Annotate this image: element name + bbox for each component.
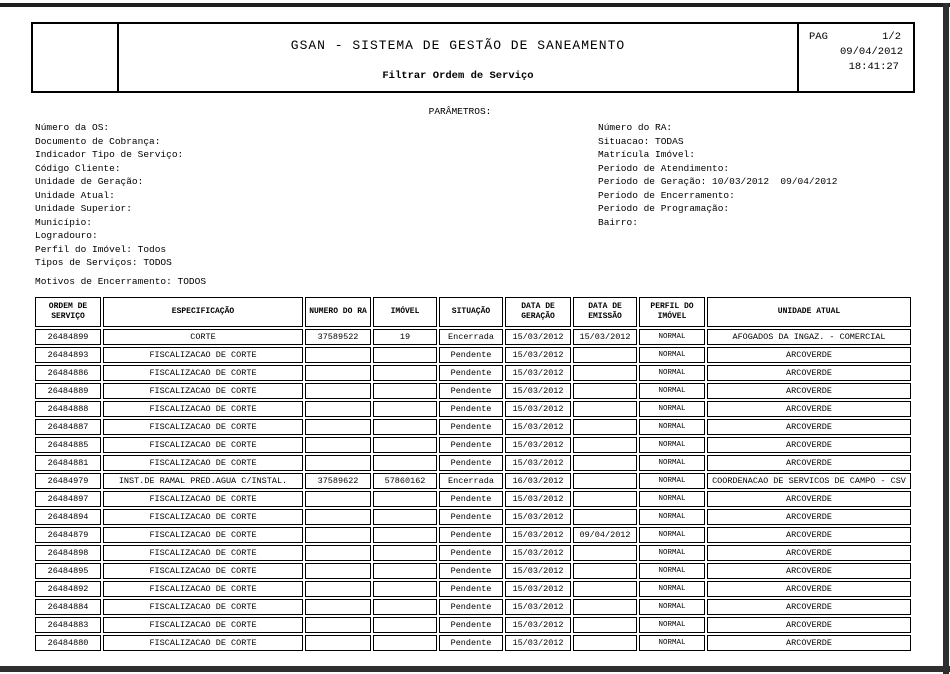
- report-time: 18:41:27: [848, 61, 899, 73]
- cell-situacao: Pendente: [439, 599, 503, 615]
- cell-data-de-emissao: [573, 491, 637, 507]
- table-header-cell: DATA DE EMISSÃO: [573, 297, 637, 327]
- table-header-cell: IMÓVEL: [373, 297, 437, 327]
- cell-imovel: [373, 635, 437, 651]
- cell-imovel: [373, 455, 437, 471]
- cell-especificacao: FISCALIZACAO DE CORTE: [103, 635, 303, 651]
- table-header-cell: UNIDADE ATUAL: [707, 297, 911, 327]
- cell-unidade-atual: COORDENACAO DE SERVICOS DE CAMPO - CSV: [707, 473, 911, 489]
- cell-numero-do-ra: [305, 455, 371, 471]
- cell-numero-do-ra: [305, 527, 371, 543]
- cell-perfil-do-imovel: NORMAL: [639, 365, 705, 381]
- cell-data-de-geracao: 15/03/2012: [505, 563, 571, 579]
- cell-perfil-do-imovel: NORMAL: [639, 509, 705, 525]
- cell-perfil-do-imovel: NORMAL: [639, 347, 705, 363]
- cell-numero-do-ra: [305, 401, 371, 417]
- cell-perfil-do-imovel: NORMAL: [639, 491, 705, 507]
- cell-ordem-de-servico: 26484881: [35, 455, 101, 471]
- parameter-line: Período de Encerramento:: [598, 189, 735, 201]
- cell-imovel: [373, 491, 437, 507]
- cell-perfil-do-imovel: NORMAL: [639, 473, 705, 489]
- cell-situacao: Pendente: [439, 491, 503, 507]
- table-row: [35, 419, 911, 435]
- cell-imovel: [373, 581, 437, 597]
- parameter-line: Município:: [35, 216, 93, 228]
- parameter-line: Tipos de Serviços: TODOS: [35, 257, 172, 268]
- cell-unidade-atual: ARCOVERDE: [707, 563, 911, 579]
- cell-unidade-atual: ARCOVERDE: [707, 545, 911, 561]
- report-date: 09/04/2012: [839, 46, 903, 58]
- cell-perfil-do-imovel: NORMAL: [639, 635, 705, 651]
- table-row: [35, 617, 911, 633]
- parameter-line: Perfil do Imóvel: Todos: [35, 243, 167, 255]
- cell-numero-do-ra: [305, 365, 371, 381]
- cell-perfil-do-imovel: NORMAL: [639, 329, 705, 345]
- table-header-cell: NUMERO DO RA: [305, 297, 371, 327]
- window-frame-right: [943, 3, 949, 674]
- window-frame-bottom: [0, 666, 950, 672]
- cell-ordem-de-servico: 26484895: [35, 563, 101, 579]
- cell-situacao: Pendente: [439, 509, 503, 525]
- cell-numero-do-ra: [305, 617, 371, 633]
- cell-situacao: Pendente: [439, 419, 503, 435]
- table-row: [35, 635, 911, 651]
- cell-data-de-geracao: 15/03/2012: [505, 365, 571, 381]
- cell-perfil-do-imovel: NORMAL: [639, 419, 705, 435]
- parameter-line: Período de Atendimento:: [598, 162, 730, 174]
- cell-imovel: [373, 509, 437, 525]
- cell-ordem-de-servico: 26484898: [35, 545, 101, 561]
- window-frame-top: [0, 3, 950, 7]
- cell-situacao: Pendente: [439, 563, 503, 579]
- cell-situacao: Pendente: [439, 347, 503, 363]
- cell-data-de-geracao: 15/03/2012: [505, 419, 571, 435]
- cell-data-de-emissao: [573, 617, 637, 633]
- report-title: GSAN - SISTEMA DE GESTÃO DE SANEAMENTO: [290, 38, 626, 53]
- cell-data-de-emissao: [573, 419, 637, 435]
- header-page-box: [797, 22, 915, 93]
- cell-ordem-de-servico: 26484885: [35, 437, 101, 453]
- table-row: [35, 491, 911, 507]
- cell-imovel: [373, 347, 437, 363]
- cell-numero-do-ra: [305, 635, 371, 651]
- cell-unidade-atual: ARCOVERDE: [707, 491, 911, 507]
- cell-numero-do-ra: [305, 383, 371, 399]
- cell-especificacao: FISCALIZACAO DE CORTE: [103, 527, 303, 543]
- cell-situacao: Pendente: [439, 437, 503, 453]
- cell-data-de-geracao: 15/03/2012: [505, 455, 571, 471]
- cell-perfil-do-imovel: NORMAL: [639, 545, 705, 561]
- cell-perfil-do-imovel: NORMAL: [639, 401, 705, 417]
- cell-unidade-atual: AFOGADOS DA INGAZ. - COMERCIAL: [707, 329, 911, 345]
- cell-perfil-do-imovel: NORMAL: [639, 527, 705, 543]
- cell-especificacao: FISCALIZACAO DE CORTE: [103, 401, 303, 417]
- cell-data-de-geracao: 15/03/2012: [505, 329, 571, 345]
- cell-especificacao: FISCALIZACAO DE CORTE: [103, 491, 303, 507]
- cell-data-de-emissao: [573, 545, 637, 561]
- parameters-left-column: [35, 121, 183, 270]
- cell-ordem-de-servico: 26484897: [35, 491, 101, 507]
- cell-data-de-emissao: [573, 635, 637, 651]
- cell-numero-do-ra: [305, 491, 371, 507]
- cell-situacao: Pendente: [439, 383, 503, 399]
- parameter-line: Número da OS:: [35, 122, 110, 133]
- parameter-line: Matrícula Imóvel:: [598, 149, 695, 160]
- table-row: [35, 383, 911, 399]
- cell-data-de-emissao: [573, 509, 637, 525]
- cell-situacao: Pendente: [439, 635, 503, 651]
- cell-ordem-de-servico: 26484979: [35, 473, 101, 489]
- parameter-line: Unidade Atual:: [35, 189, 115, 201]
- cell-situacao: Pendente: [439, 365, 503, 381]
- cell-perfil-do-imovel: NORMAL: [639, 563, 705, 579]
- cell-numero-do-ra: [305, 347, 371, 363]
- cell-ordem-de-servico: 26484879: [35, 527, 101, 543]
- cell-situacao: Encerrada: [439, 329, 503, 345]
- cell-imovel: 19: [373, 329, 437, 345]
- cell-perfil-do-imovel: NORMAL: [639, 383, 705, 399]
- cell-situacao: Pendente: [439, 455, 503, 471]
- table-header-cell: ORDEM DE SERVIÇO: [35, 297, 101, 327]
- parameter-line: Bairro:: [598, 216, 638, 228]
- cell-especificacao: FISCALIZACAO DE CORTE: [103, 545, 303, 561]
- page-label: PAG: [809, 31, 828, 43]
- cell-especificacao: FISCALIZACAO DE CORTE: [103, 437, 303, 453]
- cell-data-de-geracao: 15/03/2012: [505, 383, 571, 399]
- cell-data-de-emissao: [573, 473, 637, 489]
- cell-perfil-do-imovel: NORMAL: [639, 455, 705, 471]
- table-row: [35, 473, 911, 489]
- header-title-box: [117, 22, 799, 93]
- cell-situacao: Pendente: [439, 617, 503, 633]
- cell-unidade-atual: ARCOVERDE: [707, 617, 911, 633]
- cell-situacao: Encerrada: [439, 473, 503, 489]
- cell-data-de-geracao: 15/03/2012: [505, 347, 571, 363]
- cell-especificacao: FISCALIZACAO DE CORTE: [103, 581, 303, 597]
- cell-numero-do-ra: [305, 437, 371, 453]
- table-row: [35, 599, 911, 615]
- table-header-cell: PERFIL DO IMÓVEL: [639, 297, 705, 327]
- cell-especificacao: FISCALIZACAO DE CORTE: [103, 455, 303, 471]
- cell-unidade-atual: ARCOVERDE: [707, 437, 911, 453]
- parameter-line: Situacao: TODAS: [598, 135, 684, 147]
- cell-unidade-atual: ARCOVERDE: [707, 635, 911, 651]
- cell-data-de-emissao: [573, 437, 637, 453]
- cell-ordem-de-servico: 26484883: [35, 617, 101, 633]
- cell-data-de-emissao: [573, 581, 637, 597]
- cell-perfil-do-imovel: NORMAL: [639, 617, 705, 633]
- cell-imovel: [373, 617, 437, 633]
- cell-numero-do-ra: 37589522: [305, 329, 371, 345]
- cell-ordem-de-servico: 26484899: [35, 329, 101, 345]
- cell-unidade-atual: ARCOVERDE: [707, 347, 911, 363]
- cell-numero-do-ra: 37589622: [305, 473, 371, 489]
- parameter-line: Documento de Cobrança:: [35, 135, 161, 147]
- cell-situacao: Pendente: [439, 545, 503, 561]
- cell-numero-do-ra: [305, 581, 371, 597]
- cell-data-de-emissao: 09/04/2012: [573, 527, 637, 543]
- cell-situacao: Pendente: [439, 401, 503, 417]
- cell-imovel: [373, 527, 437, 543]
- cell-data-de-geracao: 15/03/2012: [505, 599, 571, 615]
- table-row: [35, 527, 911, 543]
- parameter-line: Código Cliente:: [35, 162, 121, 174]
- cell-data-de-geracao: 15/03/2012: [505, 437, 571, 453]
- cell-data-de-emissao: [573, 383, 637, 399]
- table-row: [35, 401, 911, 417]
- cell-unidade-atual: ARCOVERDE: [707, 581, 911, 597]
- table-row: [35, 563, 911, 579]
- parameter-line: Indicador Tipo de Serviço:: [35, 149, 184, 160]
- cell-unidade-atual: ARCOVERDE: [707, 599, 911, 615]
- cell-data-de-geracao: 15/03/2012: [505, 491, 571, 507]
- table-row: [35, 347, 911, 363]
- cell-perfil-do-imovel: NORMAL: [639, 581, 705, 597]
- cell-unidade-atual: ARCOVERDE: [707, 419, 911, 435]
- cell-especificacao: FISCALIZACAO DE CORTE: [103, 419, 303, 435]
- cell-especificacao: FISCALIZACAO DE CORTE: [103, 509, 303, 525]
- cell-especificacao: FISCALIZACAO DE CORTE: [103, 617, 303, 633]
- cell-ordem-de-servico: 26484894: [35, 509, 101, 525]
- table-header-row: [35, 297, 911, 327]
- cell-data-de-emissao: [573, 347, 637, 363]
- table-row: [35, 365, 911, 381]
- cell-data-de-geracao: 15/03/2012: [505, 581, 571, 597]
- cell-data-de-emissao: [573, 365, 637, 381]
- cell-data-de-geracao: 15/03/2012: [505, 635, 571, 651]
- cell-unidade-atual: ARCOVERDE: [707, 383, 911, 399]
- cell-imovel: [373, 365, 437, 381]
- header-logo-box: [31, 22, 119, 93]
- table-row: [35, 545, 911, 561]
- cell-imovel: [373, 401, 437, 417]
- cell-perfil-do-imovel: NORMAL: [639, 599, 705, 615]
- cell-imovel: [373, 419, 437, 435]
- table-row: [35, 437, 911, 453]
- cell-unidade-atual: ARCOVERDE: [707, 365, 911, 381]
- parameters-right-column: [598, 121, 837, 229]
- cell-numero-do-ra: [305, 599, 371, 615]
- table-header-cell: ESPECIFICAÇÃO: [103, 297, 303, 327]
- parameter-line: Período de Geração: 10/03/2012 09/04/2012: [598, 176, 838, 187]
- cell-situacao: Pendente: [439, 581, 503, 597]
- cell-unidade-atual: ARCOVERDE: [707, 527, 911, 543]
- parameter-line: Unidade Superior:: [35, 203, 132, 214]
- cell-numero-do-ra: [305, 545, 371, 561]
- cell-numero-do-ra: [305, 419, 371, 435]
- cell-imovel: [373, 545, 437, 561]
- cell-data-de-geracao: 15/03/2012: [505, 545, 571, 561]
- cell-especificacao: FISCALIZACAO DE CORTE: [103, 599, 303, 615]
- cell-situacao: Pendente: [439, 527, 503, 543]
- parameter-closing-line: Motivos de Encerramento: TODOS: [35, 276, 207, 287]
- parameters-section-title: PARÂMETROS:: [428, 106, 492, 117]
- cell-ordem-de-servico: 26484880: [35, 635, 101, 651]
- cell-especificacao: FISCALIZACAO DE CORTE: [103, 347, 303, 363]
- report-subtitle: Filtrar Ordem de Serviço: [382, 70, 534, 82]
- cell-unidade-atual: ARCOVERDE: [707, 509, 911, 525]
- parameter-line: Número do RA:: [598, 122, 673, 133]
- cell-unidade-atual: ARCOVERDE: [707, 455, 911, 471]
- cell-imovel: [373, 383, 437, 399]
- page-indicator: [799, 30, 913, 45]
- cell-especificacao: FISCALIZACAO DE CORTE: [103, 365, 303, 381]
- cell-data-de-emissao: [573, 455, 637, 471]
- cell-data-de-geracao: 15/03/2012: [505, 401, 571, 417]
- page-number: 1/2: [882, 31, 901, 43]
- cell-imovel: [373, 437, 437, 453]
- cell-ordem-de-servico: 26484889: [35, 383, 101, 399]
- cell-ordem-de-servico: 26484886: [35, 365, 101, 381]
- cell-data-de-geracao: 16/03/2012: [505, 473, 571, 489]
- cell-data-de-geracao: 15/03/2012: [505, 509, 571, 525]
- cell-imovel: [373, 599, 437, 615]
- cell-data-de-geracao: 15/03/2012: [505, 527, 571, 543]
- cell-numero-do-ra: [305, 563, 371, 579]
- cell-especificacao: CORTE: [103, 329, 303, 345]
- cell-ordem-de-servico: 26484884: [35, 599, 101, 615]
- parameter-line: Período de Programação:: [598, 203, 730, 214]
- table-row: [35, 509, 911, 525]
- parameter-line: Unidade de Geração:: [35, 176, 144, 187]
- cell-ordem-de-servico: 26484892: [35, 581, 101, 597]
- cell-data-de-geracao: 15/03/2012: [505, 617, 571, 633]
- cell-numero-do-ra: [305, 509, 371, 525]
- cell-imovel: [373, 563, 437, 579]
- table-row: [35, 581, 911, 597]
- service-orders-table: [33, 295, 913, 653]
- cell-especificacao: FISCALIZACAO DE CORTE: [103, 563, 303, 579]
- cell-data-de-emissao: [573, 599, 637, 615]
- cell-ordem-de-servico: 26484888: [35, 401, 101, 417]
- table-row: [35, 455, 911, 471]
- cell-especificacao: FISCALIZACAO DE CORTE: [103, 383, 303, 399]
- cell-imovel: 57860162: [373, 473, 437, 489]
- cell-ordem-de-servico: 26484887: [35, 419, 101, 435]
- table-header-cell: SITUAÇÃO: [439, 297, 503, 327]
- cell-data-de-emissao: [573, 401, 637, 417]
- cell-ordem-de-servico: 26484893: [35, 347, 101, 363]
- cell-data-de-emissao: [573, 563, 637, 579]
- parameter-line: Logradouro:: [35, 230, 98, 241]
- table-header-cell: DATA DE GERAÇÃO: [505, 297, 571, 327]
- cell-especificacao: INST.DE RAMAL PRED.AGUA C/INSTAL.: [103, 473, 303, 489]
- cell-unidade-atual: ARCOVERDE: [707, 401, 911, 417]
- cell-data-de-emissao: 15/03/2012: [573, 329, 637, 345]
- table-row: [35, 329, 911, 345]
- cell-perfil-do-imovel: NORMAL: [639, 437, 705, 453]
